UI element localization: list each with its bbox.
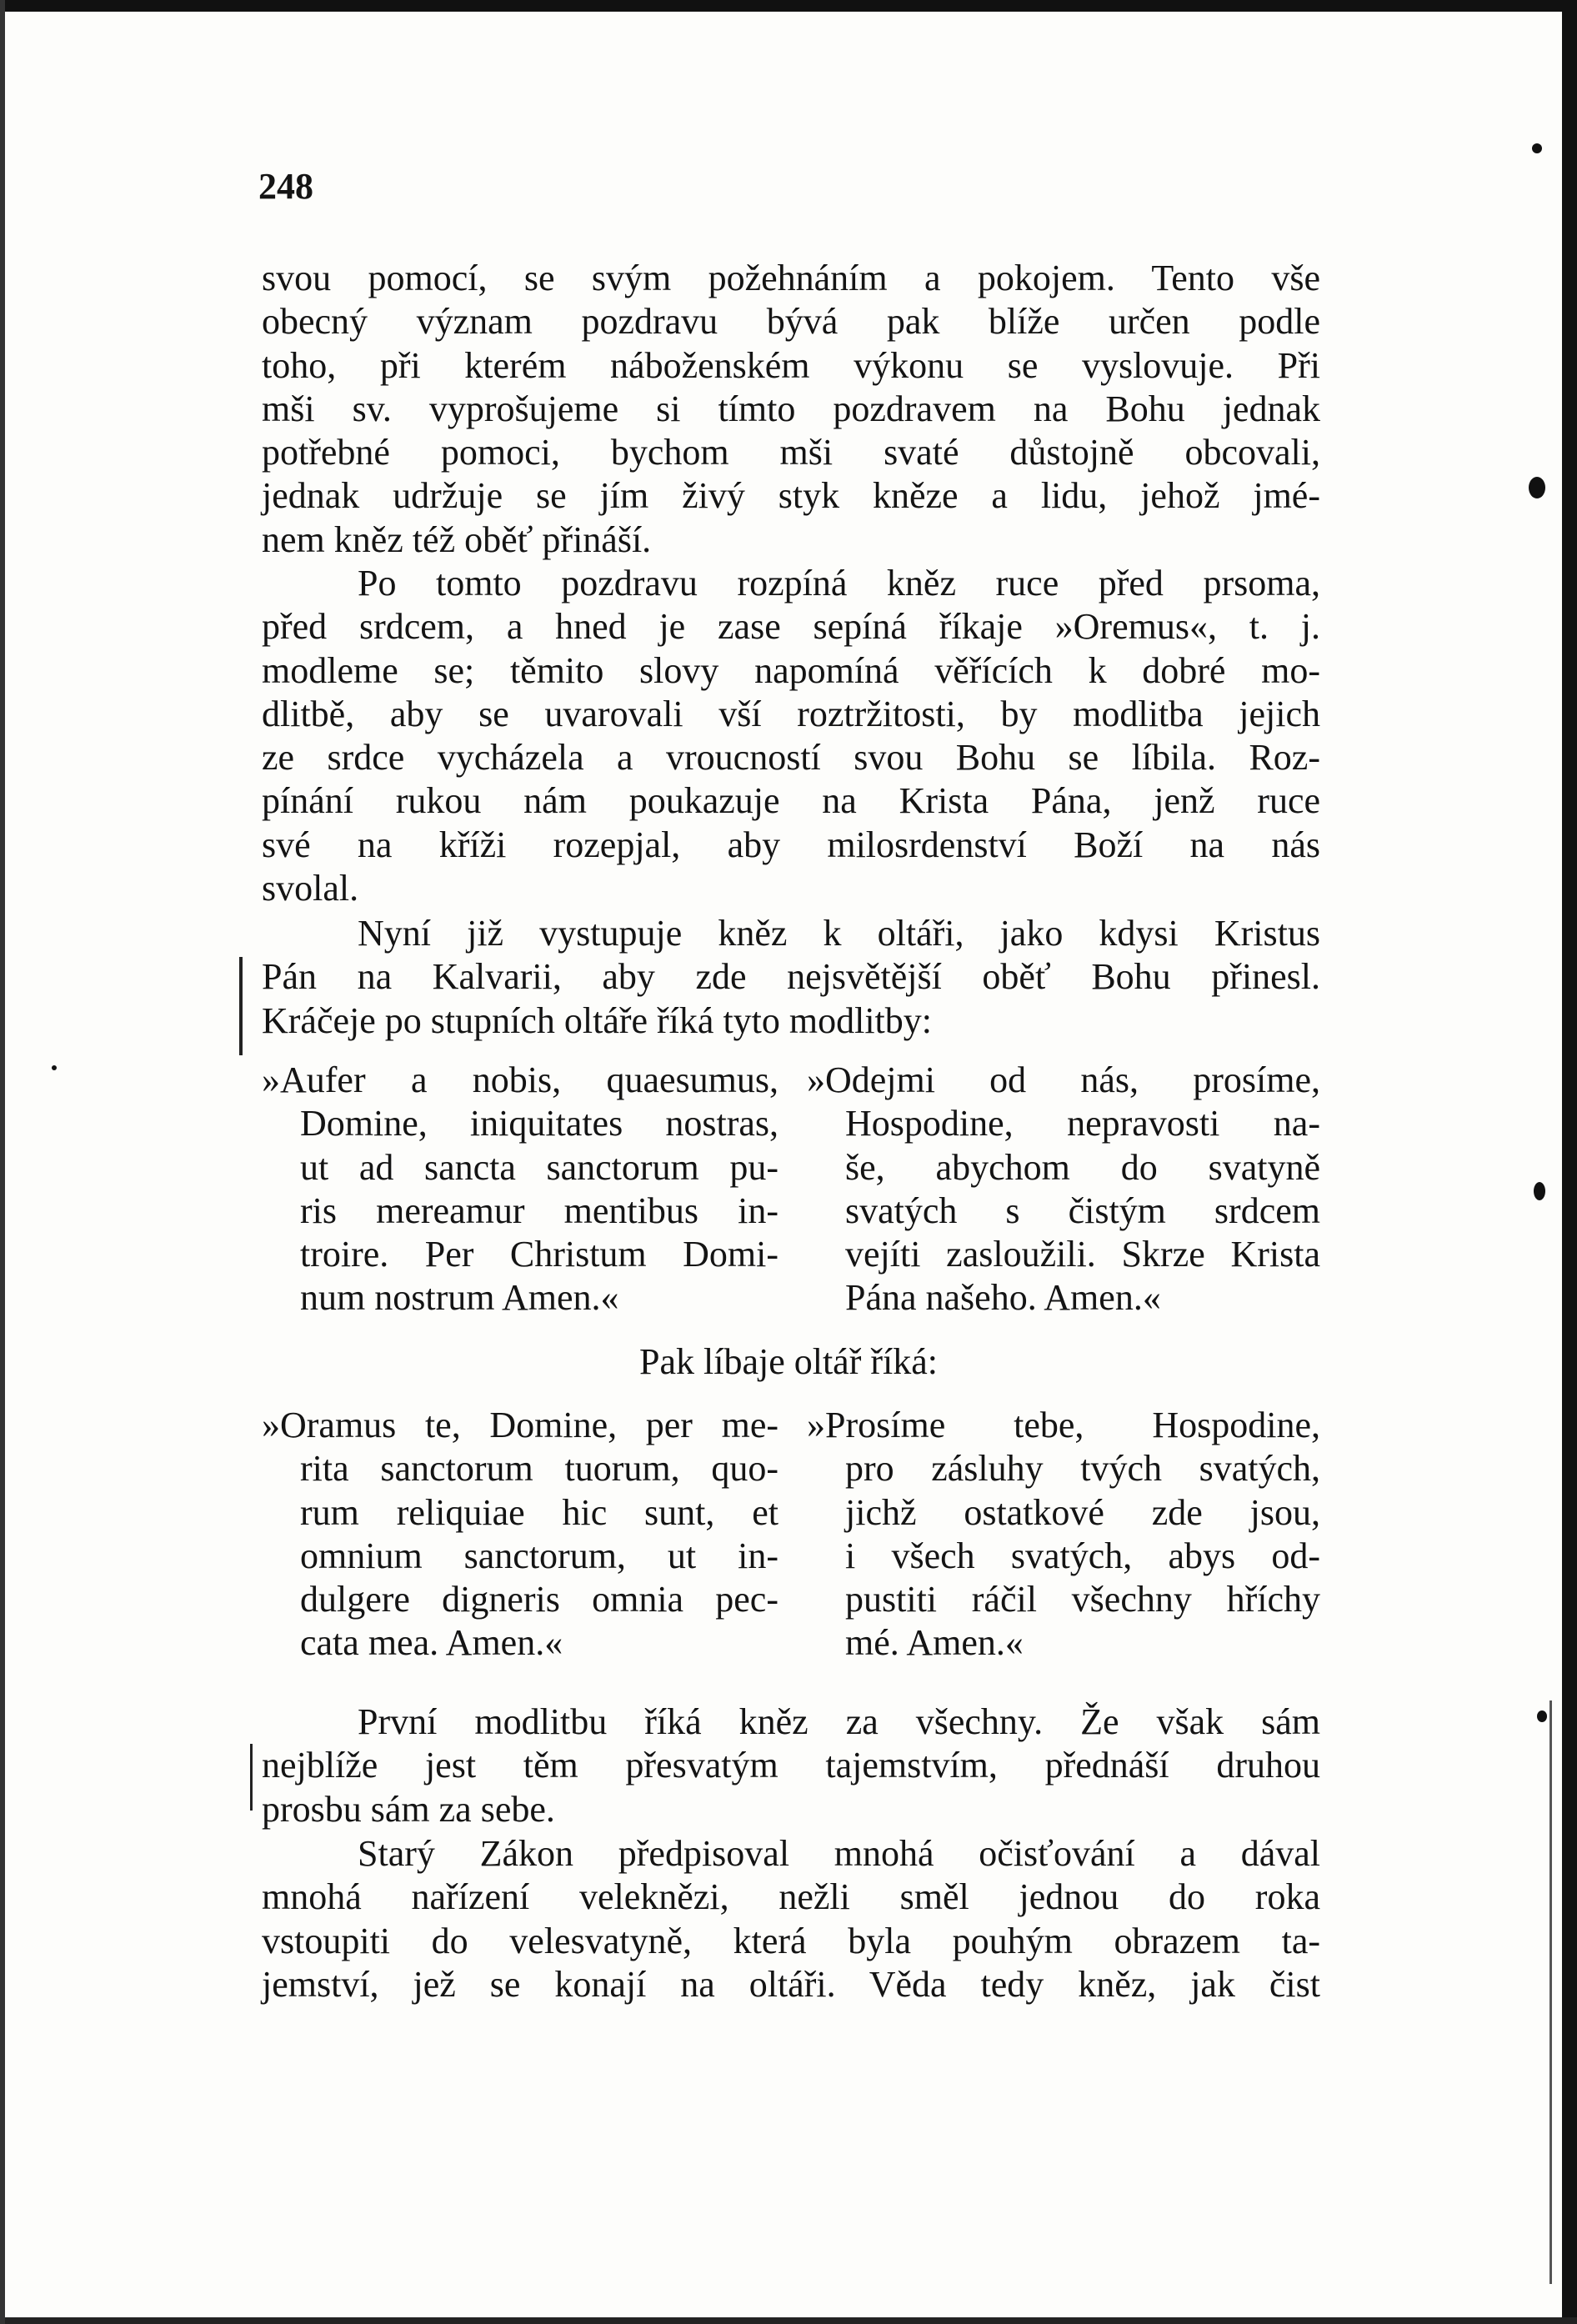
text-line: jemství, jež se konají na oltáři. Věda tedy kněz, jak čist [262, 1963, 1320, 2005]
scan-border-top [0, 0, 1577, 12]
text-line: mnohá nařízení veleknězi, nežli směl jednou do roka [262, 1876, 1320, 1918]
text-line: rum reliquiae hic sunt, et [300, 1491, 778, 1533]
text-line: První modlitbu říká kněz za všechny. Že však sám [358, 1701, 1320, 1742]
text-line: mši sv. vyprošujeme si tímto pozdravem na Bohu jednak [262, 388, 1320, 429]
margin-mark [250, 1744, 253, 1811]
text-line: jednak udržuje se jím živý styk kněze a lidu, jehož jmé- [262, 475, 1320, 517]
text-line: »Oramus te, Domine, per me- [262, 1405, 778, 1445]
paragraph-1 [262, 257, 1320, 562]
text-line: toho, při kterém náboženském výkonu se vyslovuje. Při [262, 344, 1320, 386]
scan-speck [1532, 143, 1542, 153]
text-line: své na kříži rozepjal, aby milosrdenství Boží na nás [262, 824, 1320, 865]
scan-border-left [0, 0, 5, 2324]
scan-spine-line [1549, 1700, 1552, 2284]
paragraph-2 [262, 562, 1320, 910]
text-line: »Odejmi od nás, prosíme, [807, 1059, 1320, 1100]
text-line: ut ad sancta sanctorum pu- [300, 1146, 778, 1188]
scan-border-right [1562, 0, 1577, 2324]
text-line: pro zásluhy tvých svatých, [845, 1448, 1320, 1490]
text-line: num nostrum Amen.« [300, 1277, 619, 1319]
text-line: Hospodine, nepravosti na- [845, 1103, 1320, 1144]
text-line: Po tomto pozdravu rozpíná kněz ruce před prsoma, [358, 563, 1320, 604]
text-line: Domine, iniquitates nostras, [300, 1103, 778, 1144]
scan-speck [1537, 1710, 1547, 1722]
paragraph-3 [262, 912, 1320, 1043]
text-line: cata mea. Amen.« [300, 1622, 563, 1664]
text-line: modleme se; těmito slovy napomíná věřících k dobré mo- [262, 649, 1320, 691]
text-line: dlitbě, aby se uvarovali vší roztržitosti, by modlitba jejich [262, 693, 1320, 734]
prayer-1-latin [262, 1059, 778, 1320]
text-line: Starý Zákon předpisoval mnohá očisťování a dával [358, 1833, 1320, 1874]
prayer-1-czech [807, 1059, 1320, 1320]
text-line: še, abychom do svatyně [845, 1146, 1320, 1188]
text-line: pínání rukou nám poukazuje na Krista Pána, jenž ruce [262, 780, 1320, 822]
prayer-2-czech [807, 1404, 1320, 1665]
text-line: prosbu sám za sebe. [262, 1788, 555, 1830]
text-line: dulgere digneris omnia pec- [300, 1579, 778, 1620]
text-line: omnium sanctorum, ut in- [300, 1535, 778, 1576]
text-line: svatých s čistým srdcem [845, 1190, 1320, 1231]
paragraph-4 [262, 1700, 1320, 1831]
section-heading: Pak líbaje oltář říká: [639, 1341, 938, 1382]
prayer-2-latin [262, 1404, 778, 1665]
text-line: svolal. [262, 868, 359, 909]
text-line: nem kněz též oběť přináší. [262, 518, 652, 560]
page-number: 248 [258, 166, 313, 207]
text-line: pustiti ráčil všechny hříchy [845, 1579, 1320, 1620]
text-line: jichž ostatkové zde jsou, [845, 1491, 1320, 1533]
scan-speck [52, 1065, 57, 1070]
scan-speck [1534, 1182, 1545, 1200]
text-line: rita sanctorum tuorum, quo- [300, 1448, 778, 1490]
text-line: obecný význam pozdravu bývá pak blíže určen podle [262, 301, 1320, 343]
text-line: »Aufer a nobis, quaesumus, [262, 1059, 778, 1100]
text-line: mé. Amen.« [845, 1622, 1024, 1664]
text-line: Pán na Kalvarii, aby zde nejsvětější oběť Bohu přinesl. [262, 956, 1320, 998]
text-line: vstoupiti do velesvatyně, která byla pouhým obrazem ta- [262, 1920, 1320, 1961]
text-line: ze srdce vycházela a vroucností svou Bohu se líbila. Roz- [262, 737, 1320, 779]
scan-speck [1529, 477, 1545, 498]
paragraph-5 [262, 1832, 1320, 2006]
text-line: Pána našeho. Amen.« [845, 1277, 1161, 1319]
text-line: »Prosíme tebe, Hospodine, [807, 1405, 1320, 1445]
text-line: svou pomocí, se svým požehnáním a pokojem. Tento vše [262, 258, 1320, 298]
scan-border-bottom [0, 2317, 1577, 2324]
margin-mark [239, 957, 243, 1055]
text-line: Nyní již vystupuje kněz k oltáři, jako kdysi Kristus [358, 913, 1320, 954]
text-line: ris mereamur mentibus in- [300, 1190, 778, 1231]
text-line: nejblíže jest těm přesvatým tajemstvím, přednáší druhou [262, 1745, 1320, 1786]
text-line: potřebné pomoci, bychom mši svaté důstojně obcovali, [262, 432, 1320, 473]
text-line: troire. Per Christum Domi- [300, 1234, 778, 1275]
text-line: i všech svatých, abys od- [845, 1535, 1320, 1576]
text-line: před srdcem, a hned je zase sepíná říkaje »Oremus«, t. j. [262, 606, 1320, 648]
text-line: vejíti zasloužili. Skrze Krista [845, 1234, 1320, 1275]
text-line: Kráčeje po stupních oltáře říká tyto modlitby: [262, 999, 933, 1041]
